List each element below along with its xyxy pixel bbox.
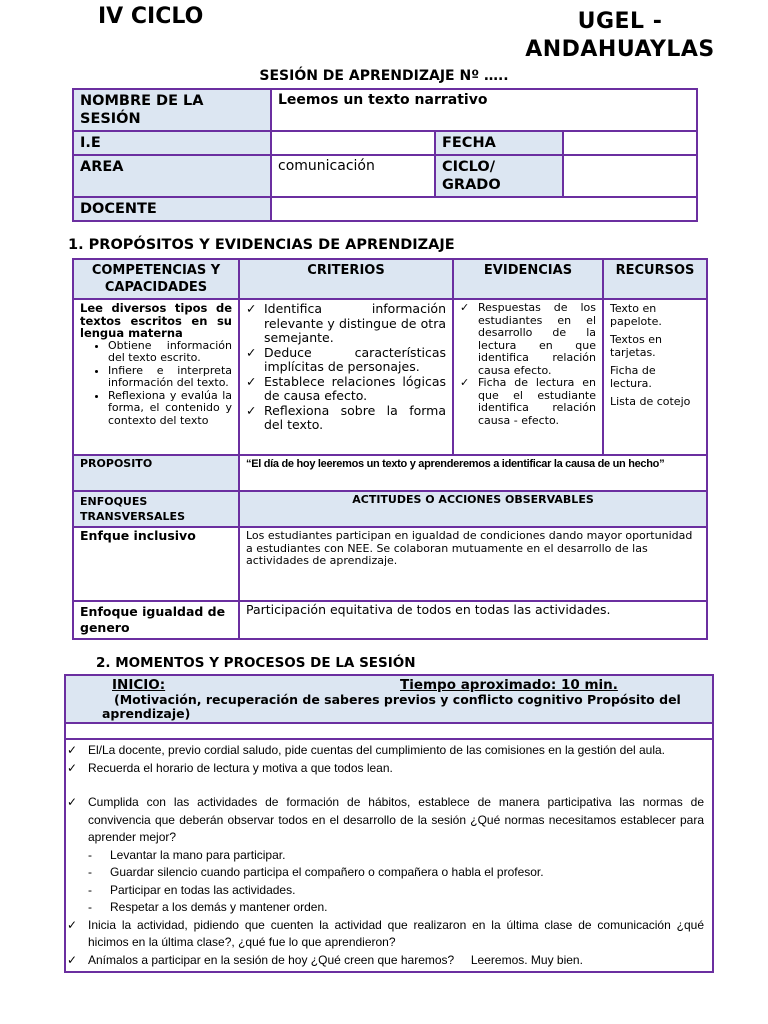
list-item: • Obtiene información del texto escrito. [108,340,232,365]
competencia-text: Lee diversos tipos de textos escritos en su lengua materna [80,301,232,340]
norma-item: - Levantar la mano para participar. [88,847,286,862]
header-evidencias: EVIDENCIAS [453,259,603,299]
criterios-list [246,302,446,433]
list-item: ✓ Reflexiona sobre la forma del texto. [246,402,446,432]
list-item: ✓ Cumplida con las actividades de formación de hábitos, establece de manera participativa las normas de convivencia que deberán observar todos en el desarrollo de la sesión ¿Qué normas necesitamos establecer para aprender mejor? [67,795,704,844]
enfoques-label: ENFOQUES TRANSVERSALES [73,491,239,527]
check-icon: ✓ [246,402,257,418]
list-item: ✓ Identifica información relevante y distingue de otra semejante. [246,301,446,345]
check-icon: ✓ [67,743,78,757]
session-info-table [72,88,698,222]
recurso-item: Ficha de lectura. [610,364,656,390]
recurso-item: Textos en tarjetas. [610,333,662,359]
session-title: SESIÓN DE APRENDIZAJE Nº ….. [259,68,509,84]
empty-row [65,723,713,739]
cycle-heading: IV CICLO [98,4,204,29]
actitudes-label: ACTITUDES O ACCIONES OBSERVABLES [239,491,707,527]
norma-item: - Guardar silencio cuando participa el compañero o compañera o habla el profesor. [88,865,544,879]
recurso-item: Lista de cotejo [610,395,691,408]
check-icon: ✓ [67,952,78,967]
purposes-table [72,258,708,640]
inicio-label: INICIO: [112,677,166,693]
docente-value [271,197,697,221]
list-item: ✓ Anímalos a participar en la sesión de hoy ¿Qué creen que haremos? Leeremos. Muy bien. [70,952,704,970]
nombre-label: NOMBRE DE LA SESIÓN [73,89,271,131]
check-icon: ✓ [460,376,470,389]
enfoque1-label: Enfque inclusivo [73,527,239,601]
check-icon: ✓ [67,917,78,932]
list-item: ✓ Ficha de lectura en que el estudiante identifica relación causa - efecto. [460,376,596,427]
enfoque2-label: Enfoque igualdad de genero [73,601,239,639]
area-label: AREA [73,155,271,197]
norma-item: - Respetar a los demás y mantener orden. [88,900,328,914]
list-item: ✓ Respuestas de los estudiantes en el desarrollo de la lectura en que identifica relación causa efecto. [460,301,596,377]
capacidades-list [80,340,232,428]
recurso-item: Texto en papelote. [610,302,662,328]
check-icon: ✓ [460,301,470,314]
evidencias-list [460,302,596,427]
enfoque2-text: Participación equitativa de todos en todas las actividades. [239,601,707,639]
list-item: ✓ Recuerda el horario de lectura y motiva a que todos lean. [70,760,704,778]
list-item: ✓ Deduce características implícitas de personajes. [246,344,446,374]
moments-table [64,674,714,973]
check-icon: ✓ [246,301,257,316]
check-icon: ✓ [67,795,78,809]
ciclo-value [563,155,697,197]
nombre-value: Leemos un texto narrativo [271,89,697,131]
ie-label: I.E [73,131,271,155]
fecha-label: FECHA [435,131,563,155]
tiempo-label: Tiempo aproximado: 10 min. [400,677,618,693]
proposito-label: PROPOSITO [73,455,239,491]
list-item: ✓ Inicia la actividad, pidiendo que cuenten la actividad que realizaron en la última clase de comunicación ¿qué hicimos en la última clase?, ¿qué fue lo que aprendieron? [67,917,704,949]
list-item: ✓ El/La docente, previo cordial saludo, pide cuentas del cumplimiento de las comisiones en la gestión del aula. [70,742,704,760]
ugel-heading: UGEL - ANDAHUAYLAS [525,9,715,62]
list-item: • Infiere e interpreta información del texto. [108,365,232,390]
norma-item: - Participar en todas las actividades. [88,882,296,897]
check-icon: ✓ [246,344,257,360]
list-item: • Reflexiona y evalúa la forma, el contenido y contexto del texto [108,390,232,428]
list-item: ✓ Establece relaciones lógicas de causa efecto. [246,373,446,403]
proposito-text: “El día de hoy leeremos un texto y aprenderemos a identificar la causa de un hecho” [239,455,707,491]
enfoque1-text: Los estudiantes participan en igualdad de condiciones dando mayor oportunidad a estudiantes con NEE. Se colaboran mutuamente en el desarrollo de las actividades de aprendizaje. [239,527,707,601]
header-recursos: RECURSOS [603,259,707,299]
check-icon: ✓ [246,373,257,389]
header-criterios: CRITERIOS [239,259,453,299]
area-value: comunicación [271,155,435,197]
docente-label: DOCENTE [73,197,271,221]
check-icon: ✓ [67,760,78,775]
ciclo-label: CICLO/ GRADO [435,155,563,197]
fecha-value [563,131,697,155]
section2-title: 2. MOMENTOS Y PROCESOS DE LA SESIÓN [96,655,416,671]
section1-title: 1. PROPÓSITOS Y EVIDENCIAS DE APRENDIZAJE [68,237,455,253]
header-competencias: COMPETENCIAS Y CAPACIDADES [73,259,239,299]
ie-value [271,131,435,155]
inicio-description: (Motivación, recuperación de saberes previos y conflicto cognitivo Propósito del aprendizaje) [102,692,681,721]
